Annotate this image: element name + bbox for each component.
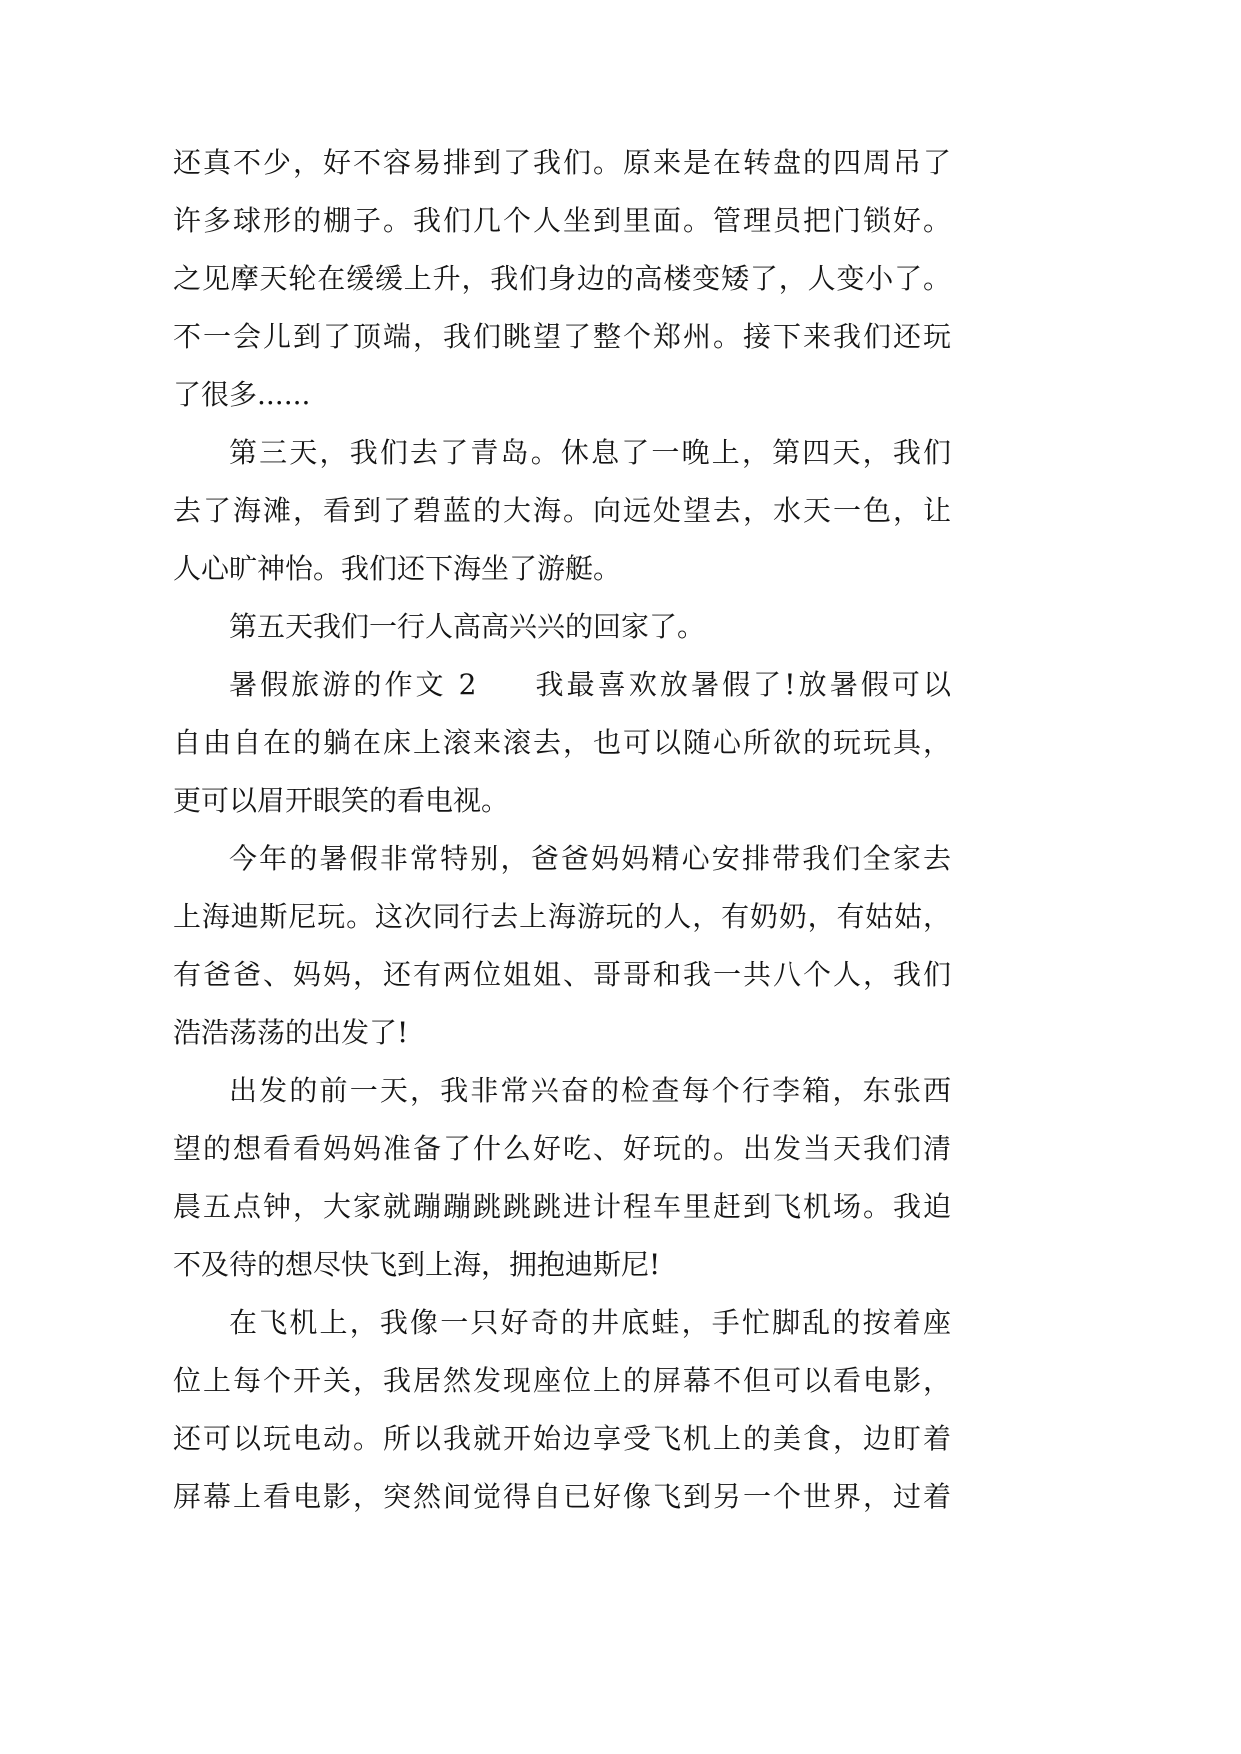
- body-text: [173, 134, 951, 1526]
- text-line: 人心旷神怡。我们还下海坐了游艇。: [173, 552, 622, 585]
- paragraph: [173, 134, 951, 424]
- text-line: 去了海滩，看到了碧蓝的大海。向远处望去，水天一色，让: [173, 494, 951, 527]
- text-line: 晨五点钟，大家就蹦蹦跳跳跳进计程车里赶到飞机场。我迫: [173, 1190, 951, 1223]
- essay-title: 暑假旅游的作文 2: [229, 668, 477, 701]
- text-line: 不一会儿到了顶端，我们眺望了整个郑州。接下来我们还玩: [173, 320, 951, 353]
- text-line: 还可以玩电动。所以我就开始边享受飞机上的美食，边盯着: [173, 1422, 951, 1455]
- text-line: 出发的前一天，我非常兴奋的检查每个行李箱，东张西: [229, 1074, 951, 1107]
- text-line: 更可以眉开眼笑的看电视。: [173, 784, 510, 817]
- paragraph: [173, 656, 951, 830]
- text-line: 有爸爸、妈妈，还有两位姐姐、哥哥和我一共八个人，我们: [173, 958, 951, 991]
- text-line: 浩浩荡荡的出发了!: [173, 1016, 409, 1049]
- text-line: 许多球形的棚子。我们几个人坐到里面。管理员把门锁好。: [173, 204, 951, 237]
- paragraph: [173, 1294, 951, 1526]
- text-line: 第三天，我们去了青岛。休息了一晚上，第四天，我们: [229, 436, 951, 469]
- paragraph: [173, 598, 951, 656]
- text-line: 屏幕上看电影，突然间觉得自已好像飞到另一个世界，过着: [173, 1480, 951, 1513]
- text-line: 第五天我们一行人高高兴兴的回家了。: [229, 610, 706, 643]
- text-line: 之见摩天轮在缓缓上升，我们身边的高楼变矮了，人变小了。: [173, 262, 951, 295]
- text-line: 今年的暑假非常特别，爸爸妈妈精心安排带我们全家去: [229, 842, 951, 875]
- text-line: 了很多......: [173, 378, 311, 411]
- paragraph: [173, 1062, 951, 1294]
- text-line: 上海迪斯尼玩。这次同行去上海游玩的人，有奶奶，有姑姑，: [173, 900, 951, 933]
- text-line: 在飞机上，我像一只好奇的井底蛙，手忙脚乱的按着座: [229, 1306, 951, 1339]
- text-line: [173, 656, 951, 714]
- text-line: 望的想看看妈妈准备了什么好吃、好玩的。出发当天我们清: [173, 1132, 951, 1165]
- text-line: 自由自在的躺在床上滚来滚去，也可以随心所欲的玩玩具，: [173, 726, 951, 759]
- text-line: 位上每个开关，我居然发现座位上的屏幕不但可以看电影，: [173, 1364, 951, 1397]
- text-line: 不及待的想尽快飞到上海，拥抱迪斯尼!: [173, 1248, 661, 1281]
- text-run: 我最喜欢放暑假了!放暑假可以: [532, 668, 951, 701]
- text-line: 还真不少，好不容易排到了我们。原来是在转盘的四周吊了: [173, 146, 951, 179]
- paragraph: [173, 424, 951, 598]
- paragraph: [173, 830, 951, 1062]
